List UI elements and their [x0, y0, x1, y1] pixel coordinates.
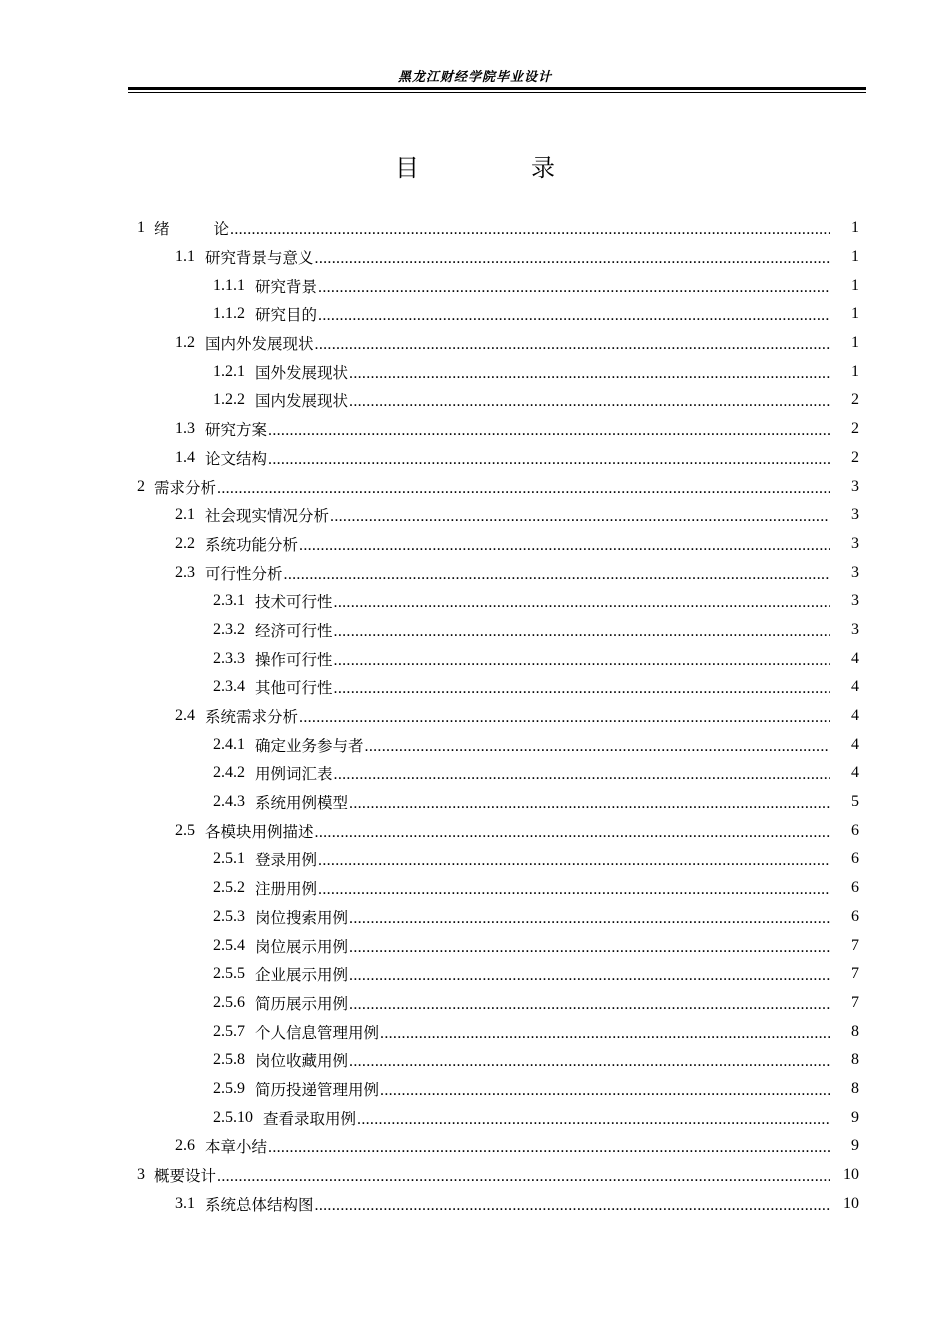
toc-entry-number: 2.4.1 — [213, 735, 245, 753]
toc-leader-dots — [349, 1053, 830, 1071]
toc-leader-dots — [349, 939, 830, 957]
toc-leader-dots — [349, 365, 830, 383]
toc-entry[interactable] — [0, 960, 950, 989]
toc-entry-number: 1 — [137, 219, 145, 237]
toc-entry-number: 2.3.3 — [213, 649, 245, 667]
toc-entry-title: 用例词汇表 — [255, 765, 333, 784]
toc-entry-title: 技术可行性 — [255, 593, 333, 612]
toc-entry-title: 系统功能分析 — [205, 535, 299, 554]
toc-entry-number: 2.3.1 — [213, 592, 245, 610]
toc-entry-title: 研究背景 — [255, 277, 318, 296]
toc-entry-page: 4 — [851, 764, 859, 782]
toc-entry-title: 系统用例模型 — [255, 794, 349, 813]
toc-entry[interactable] — [0, 501, 950, 530]
toc-entry-page: 3 — [851, 534, 859, 552]
toc-entry[interactable] — [0, 644, 950, 673]
toc-entry[interactable] — [0, 1103, 950, 1132]
toc-leader-dots — [268, 1139, 830, 1157]
toc-leader-dots — [299, 537, 830, 555]
toc-entry-page: 1 — [851, 362, 859, 380]
toc-leader-dots — [217, 1168, 830, 1186]
toc-entry-title: 研究目的 — [255, 306, 318, 325]
toc-entry-title: 可行性分析 — [205, 564, 283, 583]
toc-leader-dots — [357, 1111, 830, 1129]
toc-leader-dots — [349, 795, 830, 813]
toc-entry-page: 8 — [851, 1051, 859, 1069]
toc-entry-number: 2.3 — [175, 563, 195, 581]
toc-entry-page: 4 — [851, 735, 859, 753]
toc-entry-title: 注册用例 — [255, 880, 318, 899]
toc-entry-number: 2.5 — [175, 821, 195, 839]
toc-leader-dots — [334, 623, 830, 641]
toc-leader-dots — [315, 250, 830, 268]
toc-entry[interactable] — [0, 1046, 950, 1075]
toc-entry-number: 1.4 — [175, 448, 195, 466]
toc-entry-page: 10 — [843, 1194, 859, 1212]
toc-entry-title: 其他可行性 — [255, 679, 333, 698]
toc-entry-title: 系统总体结构图 — [205, 1195, 314, 1214]
toc-leader-dots — [349, 393, 830, 411]
toc-entry-page: 2 — [851, 420, 859, 438]
toc-entry-number: 2.3.2 — [213, 620, 245, 638]
toc-entry[interactable] — [0, 903, 950, 932]
toc-entry-number: 2.2 — [175, 534, 195, 552]
toc-entry-page: 6 — [851, 850, 859, 868]
toc-entry[interactable] — [0, 300, 950, 329]
toc-entry[interactable] — [0, 931, 950, 960]
toc-entry-page: 3 — [851, 506, 859, 524]
toc-entry-page: 1 — [851, 248, 859, 266]
toc-entry[interactable] — [0, 214, 950, 243]
toc-leader-dots — [330, 508, 830, 526]
toc-entry-number: 1.1.1 — [213, 276, 245, 294]
toc-entry[interactable] — [0, 816, 950, 845]
toc-entry-page: 2 — [851, 391, 859, 409]
toc-leader-dots — [299, 709, 830, 727]
toc-entry-number: 2.5.2 — [213, 879, 245, 897]
toc-entry-page: 3 — [851, 563, 859, 581]
toc-leader-dots — [318, 852, 830, 870]
toc-leader-dots — [315, 824, 830, 842]
toc-entry-number: 2.5.6 — [213, 993, 245, 1011]
toc-leader-dots — [349, 910, 830, 928]
toc-entry-title: 国内外发展现状 — [205, 335, 314, 354]
toc-leader-dots — [318, 279, 830, 297]
toc-entry-page: 1 — [851, 219, 859, 237]
toc-entry[interactable] — [0, 1189, 950, 1218]
toc-leader-dots — [334, 652, 830, 670]
toc-entry[interactable] — [0, 1017, 950, 1046]
toc-entry-title: 企业展示用例 — [255, 966, 349, 985]
toc-entry[interactable] — [0, 989, 950, 1018]
toc-entry-number: 2.4 — [175, 707, 195, 725]
toc-entry[interactable] — [0, 1132, 950, 1161]
toc-entry-page: 8 — [851, 1079, 859, 1097]
toc-entry[interactable] — [0, 616, 950, 645]
toc-entry-number: 3.1 — [175, 1194, 195, 1212]
toc-entry-title: 研究背景与意义 — [205, 249, 314, 268]
toc-entry-number: 2.5.10 — [213, 1108, 253, 1126]
toc-entry-title: 各模块用例描述 — [205, 822, 314, 841]
toc-entry-page: 6 — [851, 821, 859, 839]
toc-entry-number: 2.5.9 — [213, 1079, 245, 1097]
toc-entry-title: 登录用例 — [255, 851, 318, 870]
toc-entry-page: 5 — [851, 793, 859, 811]
toc-leader-dots — [268, 422, 830, 440]
toc-leader-dots — [284, 566, 830, 584]
toc-leader-dots — [334, 766, 830, 784]
toc-entry-number: 1.1 — [175, 248, 195, 266]
toc-entry[interactable] — [0, 702, 950, 731]
toc-entry-title: 绪论 — [154, 220, 274, 239]
toc-entry[interactable] — [0, 243, 950, 272]
toc-entry-page: 1 — [851, 276, 859, 294]
toc-entry-page: 4 — [851, 649, 859, 667]
toc-leader-dots — [380, 1025, 830, 1043]
toc-entry-title: 概要设计 — [154, 1167, 217, 1186]
toc-entry-number: 1.2 — [175, 334, 195, 352]
toc-entry-page: 6 — [851, 879, 859, 897]
toc-leader-dots — [349, 967, 830, 985]
toc-leader-dots — [230, 221, 830, 239]
toc-entry-page: 10 — [843, 1166, 859, 1184]
toc-entry-title: 确定业务参与者 — [255, 736, 364, 755]
toc-entry-page: 9 — [851, 1137, 859, 1155]
toc-entry-number: 2.1 — [175, 506, 195, 524]
toc-entry[interactable] — [0, 759, 950, 788]
toc-leader-dots — [315, 1197, 830, 1215]
toc-entry-page: 7 — [851, 993, 859, 1011]
toc-leader-dots — [365, 738, 830, 756]
toc-leader-dots — [318, 307, 830, 325]
toc-entry-title: 操作可行性 — [255, 650, 333, 669]
toc-leader-dots — [349, 996, 830, 1014]
toc-entry-title: 系统需求分析 — [205, 708, 299, 727]
toc-entry-number: 1.2.2 — [213, 391, 245, 409]
toc-entry-page: 7 — [851, 965, 859, 983]
toc-leader-dots — [315, 336, 830, 354]
toc-entry[interactable] — [0, 329, 950, 358]
toc-entry[interactable] — [0, 415, 950, 444]
toc-entry-number: 2.5.8 — [213, 1051, 245, 1069]
toc-entry-title: 论文结构 — [205, 449, 268, 468]
toc-entry[interactable] — [0, 558, 950, 587]
toc-entry-page: 3 — [851, 592, 859, 610]
toc-entry-title: 本章小结 — [205, 1138, 268, 1157]
toc-entry-title: 个人信息管理用例 — [255, 1023, 380, 1042]
toc-entry-title: 社会现实情况分析 — [205, 507, 330, 526]
toc-entry[interactable] — [0, 444, 950, 473]
toc-entry-number: 1.1.2 — [213, 305, 245, 323]
toc-entry-number: 2.4.3 — [213, 793, 245, 811]
toc-entry-title: 查看录取用例 — [263, 1109, 357, 1128]
page-title: 目 录 — [395, 154, 599, 182]
toc-entry[interactable] — [0, 530, 950, 559]
table-of-contents — [0, 214, 950, 1218]
toc-entry[interactable] — [0, 472, 950, 501]
toc-entry-number: 2.5.4 — [213, 936, 245, 954]
toc-entry-number: 2.6 — [175, 1137, 195, 1155]
toc-entry-number: 2.5.1 — [213, 850, 245, 868]
toc-entry[interactable] — [0, 587, 950, 616]
toc-entry[interactable] — [0, 271, 950, 300]
toc-entry[interactable] — [0, 845, 950, 874]
running-header: 黑龙江财经学院毕业设计 — [397, 70, 552, 85]
toc-entry-title: 简历展示用例 — [255, 994, 349, 1013]
toc-entry[interactable] — [0, 1075, 950, 1104]
toc-entry-page: 7 — [851, 936, 859, 954]
toc-entry[interactable] — [0, 673, 950, 702]
toc-entry[interactable] — [0, 1161, 950, 1190]
toc-entry-page: 9 — [851, 1108, 859, 1126]
toc-entry-number: 2.3.4 — [213, 678, 245, 696]
toc-entry-number: 2.5.7 — [213, 1022, 245, 1040]
toc-leader-dots — [217, 480, 830, 498]
toc-entry-title: 经济可行性 — [255, 621, 333, 640]
toc-entry[interactable] — [0, 357, 950, 386]
toc-entry-title: 简历投递管理用例 — [255, 1080, 380, 1099]
toc-entry-title: 国外发展现状 — [255, 363, 349, 382]
toc-entry-page: 1 — [851, 334, 859, 352]
toc-entry-title: 岗位收藏用例 — [255, 1052, 349, 1071]
toc-entry-page: 4 — [851, 707, 859, 725]
toc-entry-title: 研究方案 — [205, 421, 268, 440]
toc-entry-number: 2.5.5 — [213, 965, 245, 983]
toc-entry-page: 3 — [851, 620, 859, 638]
toc-entry-page: 6 — [851, 907, 859, 925]
toc-leader-dots — [334, 594, 830, 612]
toc-entry-title: 岗位搜索用例 — [255, 908, 349, 927]
toc-entry-number: 2.5.3 — [213, 907, 245, 925]
toc-entry-title: 岗位展示用例 — [255, 937, 349, 956]
toc-entry-number: 2 — [137, 477, 145, 495]
header-rule-thin — [128, 92, 866, 93]
toc-entry-page: 8 — [851, 1022, 859, 1040]
toc-entry-page: 4 — [851, 678, 859, 696]
toc-entry[interactable] — [0, 386, 950, 415]
toc-entry[interactable] — [0, 730, 950, 759]
toc-entry-title: 国内发展现状 — [255, 392, 349, 411]
toc-entry-number: 2.4.2 — [213, 764, 245, 782]
toc-entry[interactable] — [0, 788, 950, 817]
toc-leader-dots — [318, 881, 830, 899]
toc-leader-dots — [380, 1082, 830, 1100]
toc-entry-number: 3 — [137, 1166, 145, 1184]
toc-entry[interactable] — [0, 874, 950, 903]
toc-entry-number: 1.3 — [175, 420, 195, 438]
toc-entry-title: 需求分析 — [154, 478, 217, 497]
toc-leader-dots — [268, 451, 830, 469]
toc-entry-number: 1.2.1 — [213, 362, 245, 380]
toc-entry-page: 2 — [851, 448, 859, 466]
header-rule-thick — [128, 87, 866, 90]
toc-leader-dots — [334, 680, 830, 698]
toc-entry-page: 1 — [851, 305, 859, 323]
toc-entry-page: 3 — [851, 477, 859, 495]
